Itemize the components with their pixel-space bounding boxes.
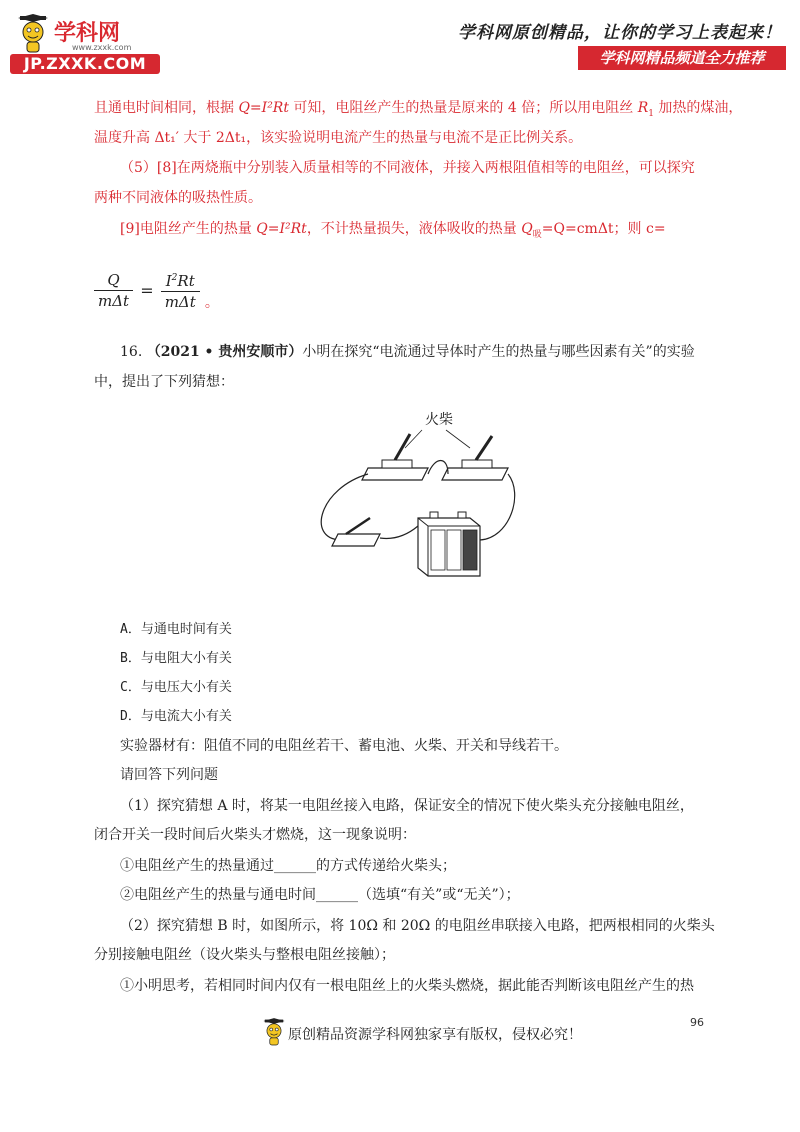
part-1-item-1: ①电阻丝产生的热量通过______的方式传递给火柴头； (120, 858, 456, 874)
prompt: 请回答下列问题 (120, 767, 218, 783)
battery (418, 512, 480, 576)
option-c: C．与电压大小有关 (120, 680, 232, 695)
mascot-icon (16, 14, 50, 56)
fraction-q-over-mdt: $\frac{Q}{\text{mΔt}}$ (94, 270, 133, 311)
formula-c: $\frac{Q}{\text{mΔt}}$ = $\frac{I^2Rt}{\text{mΔt}}$ 。 (94, 268, 219, 312)
answer-line-1: 且通电时间相同，根据 Q=I²Rt 可知，电阻丝产生的热量是原来的 4 倍；所以用电阻丝 $R_1$ 加热的煤油， (94, 100, 743, 119)
part-1-line-2: 闭合开关一段时间后火柴头才燃烧，这一现象说明： (94, 827, 416, 843)
footer-mascot-icon (262, 1018, 286, 1048)
materials: 实验器材有：阻值不同的电阻丝若干、蓄电池、火柴、开关和导线若干。 (120, 738, 568, 754)
resistor-board-left (362, 468, 428, 480)
matchstick-left (395, 434, 410, 460)
resistor-board-right (442, 468, 508, 480)
page-number: 96 (690, 1016, 704, 1029)
question-16-stem-2: 中，提出了下列猜想： (94, 374, 234, 390)
logo-url[interactable]: JP.ZXXK.COM (10, 54, 160, 74)
part-2-line-1: （2）探究猜想 B 时，如图所示，将 10Ω 和 20Ω 的电阻丝串联接入电路，把两根相同的火柴头 (120, 918, 715, 934)
switch (332, 534, 380, 546)
option-a: A．与通电时间有关 (120, 622, 232, 637)
logo-text: 学科网 (54, 21, 121, 46)
figure-label-matches: 火柴 (425, 412, 453, 428)
option-b: B．与电阻大小有关 (120, 651, 232, 666)
logo-domain: www.zxxk.com (72, 43, 132, 52)
header-banner: 学科网精品频道全力推荐 (578, 46, 786, 70)
site-logo (10, 14, 160, 74)
answer-line-3: （5）[8]在两烧瓶中分别装入质量相等的不同液体，并接入两根阻值相等的电阻丝，可以探究 (120, 160, 695, 176)
question-16-stem: 16. （2021 • 贵州安顺市）小明在探究“电流通过导体时产生的热量与哪些因素有关”的实验 (120, 344, 695, 360)
answer-line-2: 温度升高 Δt₁′ 大于 2Δt₁，该实验说明电流产生的热量与电流不是正比例关系。 (94, 130, 583, 146)
matchstick-right (476, 436, 492, 460)
option-d: D．与电流大小有关 (120, 709, 232, 724)
footer-copyright: 原创精品资源学科网独家享有版权，侵权必究！ (288, 1027, 582, 1043)
part-2-line-2: 分别接触电阻丝（设火柴头与整根电阻丝接触）； (94, 947, 395, 963)
answer-line-5: [9]电阻丝产生的热量 Q=I²Rt，不计热量损失，液体吸收的热量 $Q_吸=Q=cm\Delta t$；则 c= (120, 221, 666, 240)
fraction-i2rt-over-mdt: $\frac{I^2Rt}{\text{mΔt}}$ (161, 268, 200, 312)
header-slogan: 学科网原创精品，让你的学习上表起来！ (458, 23, 782, 43)
circuit-figure (310, 408, 520, 588)
part-2-item-1: ①小明思考，若相同时间内仅有一根电阻丝上的火柴头燃烧，据此能否判断该电阻丝产生的热 (120, 978, 694, 994)
part-1-item-2: ②电阻丝产生的热量与通电时间______（选填“有关”或“无关”）； (120, 887, 520, 903)
wire (321, 474, 368, 540)
part-1-line-1: （1）探究猜想 A 时，将某一电阻丝接入电路，保证安全的情况下使火柴头充分接触电阻丝， (120, 798, 694, 814)
answer-line-4: 两种不同液体的吸热性质。 (94, 190, 262, 206)
